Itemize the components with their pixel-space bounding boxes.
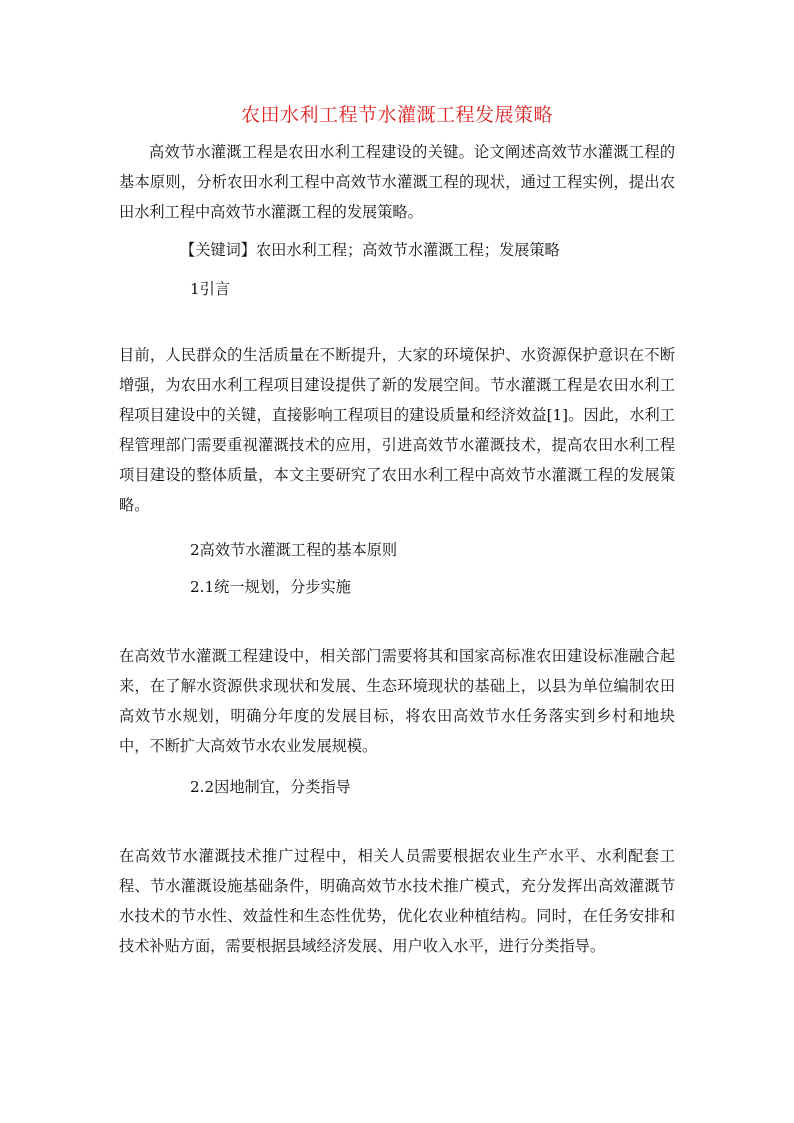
keywords-line: 【关键词】农田水利工程；高效节水灌溉工程；发展策略	[180, 241, 560, 259]
subsection-2-1-paragraph: 在高效节水灌溉工程建设中，相关部门需要将其和国家高标准农田建设标准融合起来，在了解水资源供求现状和发展、生态环境现状的基础上，以县为单位编制农田高效节水规划，明确分年度的发展目标，将农田高效节水任务落实到乡村和地块中，不断扩大高效节水农业发展规模。	[119, 647, 675, 755]
subsection-heading-2-2: 2.2因地制宜，分类指导	[190, 778, 351, 796]
intro-paragraph: 目前，人民群众的生活质量在不断提升，大家的环境保护、水资源保护意识在不断增强，为农田水利工程项目建设提供了新的发展空间。节水灌溉工程是农田水利工程项目建设中的关键，直接影响工程项目的建设质量和经济效益[1]。因此，水利工程管理部门需要重视灌溉技术的应用，引进高效节水灌溉技术，提高农田水利工程项目建设的整体质量，本文主要研究了农田水利工程中高效节水灌溉工程的发展策略。	[119, 346, 675, 514]
document-title: 农田水利工程节水灌溉工程发展策略	[240, 104, 553, 126]
section-heading-principles: 2高效节水灌溉工程的基本原则	[190, 541, 398, 559]
subsection-heading-2-1: 2.1统一规划，分步实施	[190, 578, 351, 596]
subsection-2-2-paragraph: 在高效节水灌溉技术推广过程中，相关人员需要根据农业生产水平、水利配套工程、节水灌溉设施基础条件，明确高效节水技术推广模式，充分发挥出高效灌溉节水技术的节水性、效益性和生态性优势，优化农业种植结构。同时，在任务安排和技术补贴方面，需要根据县域经济发展、用户收入水平，进行分类指导。	[119, 847, 675, 955]
abstract-paragraph: 高效节水灌溉工程是农田水利工程建设的关键。论文阐述高效节水灌溉工程的基本原则，分析农田水利工程中高效节水灌溉工程的现状，通过工程实例，提出农田水利工程中高效节水灌溉工程的发展策略。	[119, 143, 675, 221]
section-heading-intro: 1引言	[190, 280, 231, 298]
